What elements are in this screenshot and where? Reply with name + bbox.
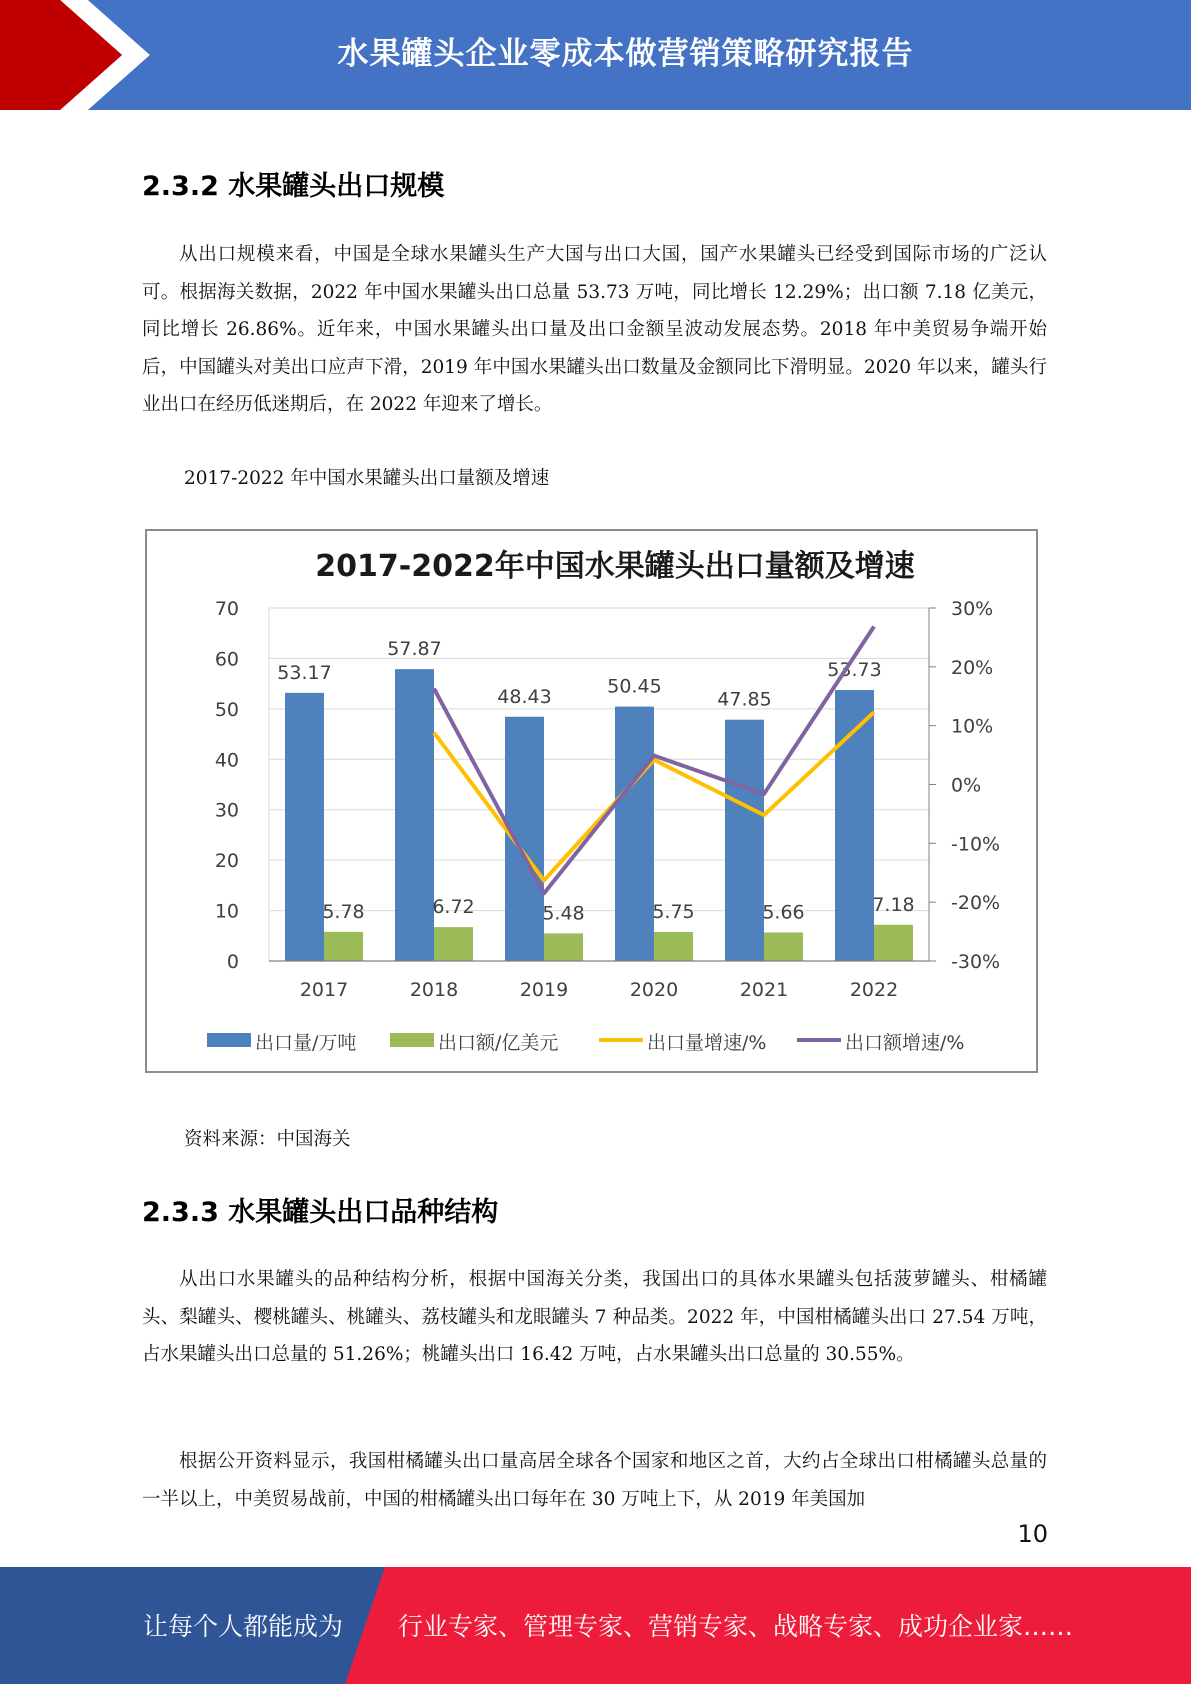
data-label: 5.48 bbox=[542, 902, 585, 925]
right-axis-tick-label: 10% bbox=[951, 715, 994, 738]
bar-export-value bbox=[654, 932, 693, 961]
section-heading-export-structure: 2.3.3 水果罐头出口品种结构 bbox=[142, 1197, 499, 1228]
section-heading-export-scale: 2.3.2 水果罐头出口规模 bbox=[142, 171, 445, 202]
x-axis-tick-label: 2022 bbox=[849, 979, 899, 1001]
footer-slogan-right: 行业专家、管理专家、营销专家、战略专家、成功企业家…… bbox=[398, 1612, 1074, 1641]
footer-slogan-left: 让每个人都能成为 bbox=[143, 1612, 344, 1641]
right-axis-tick-label: 30% bbox=[951, 598, 994, 620]
left-axis-tick-label: 10 bbox=[214, 900, 239, 923]
x-axis-tick-label: 2019 bbox=[519, 979, 569, 1001]
legend-swatch bbox=[207, 1033, 251, 1047]
data-label: 6.72 bbox=[432, 896, 475, 919]
header-chevron-icon bbox=[0, 0, 160, 110]
legend-label: 出口额/亿美元 bbox=[438, 1032, 559, 1054]
bar-export-value bbox=[434, 927, 473, 961]
paragraph-export-structure: 从出口水果罐头的品种结构分析，根据中国海关分类，我国出口的具体水果罐头包括菠萝罐头、柑橘罐头、梨罐头、樱桃罐头、桃罐头、荔枝罐头和龙眼罐头 7 种品类。2022 年，中国柑橘罐头出口 27.54 万吨，占水果罐头出口总量的 51.26%；桃罐头出口 16.42 万吨，占水果罐头出口总量的 30.55%。 bbox=[142, 1269, 1047, 1366]
right-axis-tick-label: -10% bbox=[951, 833, 1001, 856]
right-axis-tick-label: -20% bbox=[951, 892, 1001, 915]
left-axis-tick-label: 60 bbox=[214, 648, 239, 671]
data-label: 50.45 bbox=[607, 675, 662, 698]
data-label: 5.66 bbox=[762, 901, 805, 924]
x-axis-tick-label: 2018 bbox=[409, 979, 459, 1001]
left-axis-tick-label: 30 bbox=[214, 799, 239, 822]
bar-export-volume bbox=[285, 693, 324, 961]
left-axis-tick-label: 20 bbox=[214, 850, 239, 873]
data-label: 48.43 bbox=[497, 685, 552, 708]
left-axis-tick-label: 0 bbox=[226, 951, 239, 973]
x-axis-tick-label: 2020 bbox=[629, 979, 679, 1001]
bar-export-value bbox=[874, 925, 913, 961]
export-chart bbox=[145, 529, 1038, 1073]
data-label: 7.18 bbox=[872, 893, 915, 916]
legend-swatch bbox=[390, 1033, 434, 1047]
page-number: 10 bbox=[1017, 1520, 1048, 1548]
bar-export-volume bbox=[725, 720, 764, 961]
left-axis-tick-label: 70 bbox=[214, 598, 239, 620]
right-axis-tick-label: 20% bbox=[951, 656, 994, 679]
x-axis-tick-label: 2021 bbox=[739, 979, 789, 1001]
data-label: 53.17 bbox=[277, 661, 332, 684]
right-axis-tick-label: 0% bbox=[951, 774, 982, 797]
data-label: 5.75 bbox=[652, 901, 695, 924]
bar-export-value bbox=[764, 932, 803, 961]
data-label: 57.87 bbox=[387, 638, 442, 661]
data-label: 5.78 bbox=[322, 900, 365, 923]
right-axis-tick-label: -30% bbox=[951, 951, 1001, 973]
bar-export-value bbox=[324, 932, 363, 961]
page-header bbox=[0, 0, 1191, 110]
data-label: 47.85 bbox=[717, 688, 772, 711]
x-axis-tick-label: 2017 bbox=[299, 979, 349, 1001]
bar-export-value bbox=[544, 933, 583, 961]
left-axis-tick-label: 50 bbox=[214, 698, 239, 721]
page-footer bbox=[0, 1567, 1191, 1684]
export-chart-svg bbox=[147, 531, 1036, 1071]
bar-export-volume bbox=[615, 707, 654, 961]
legend-label: 出口额增速/% bbox=[845, 1032, 965, 1054]
chart-caption: 2017-2022 年中国水果罐头出口量额及增速 bbox=[184, 468, 550, 489]
legend-label: 出口量/万吨 bbox=[255, 1032, 357, 1054]
bar-export-volume bbox=[395, 669, 434, 961]
paragraph-citrus-exports: 根据公开资料显示，我国柑橘罐头出口量高居全球各个国家和地区之首，大约占全球出口柑橘罐头总量的一半以上，中美贸易战前，中国的柑橘罐头出口每年在 30 万吨上下，从 2019 年美国加 bbox=[142, 1451, 1047, 1510]
data-source: 资料来源：中国海关 bbox=[184, 1129, 351, 1150]
data-label: 53.73 bbox=[827, 659, 882, 682]
chart-title: 2017-2022年中国水果罐头出口量额及增速 bbox=[315, 549, 915, 584]
legend-label: 出口量增速/% bbox=[647, 1032, 767, 1054]
paragraph-export-scale: 从出口规模来看，中国是全球水果罐头生产大国与出口大国，国产水果罐头已经受到国际市场的广泛认可。根据海关数据，2022 年中国水果罐头出口总量 53.73 万吨，同比增长 12.29%；出口额 7.18 亿美元，同比增长 26.86%。近年来，中国水果罐头出口量及出口金额呈波动发展态势。2018 年中美贸易争端开始后，中国罐头对美出口应声下滑，2019 年中国水果罐头出口数量及金额同比下滑明显。2020 年以来，罐头行业出口在经历低迷期后，在 2022 年迎来了增长。 bbox=[142, 244, 1047, 416]
report-title: 水果罐头企业零成本做营销策略研究报告 bbox=[337, 36, 914, 72]
left-axis-tick-label: 40 bbox=[214, 749, 239, 772]
